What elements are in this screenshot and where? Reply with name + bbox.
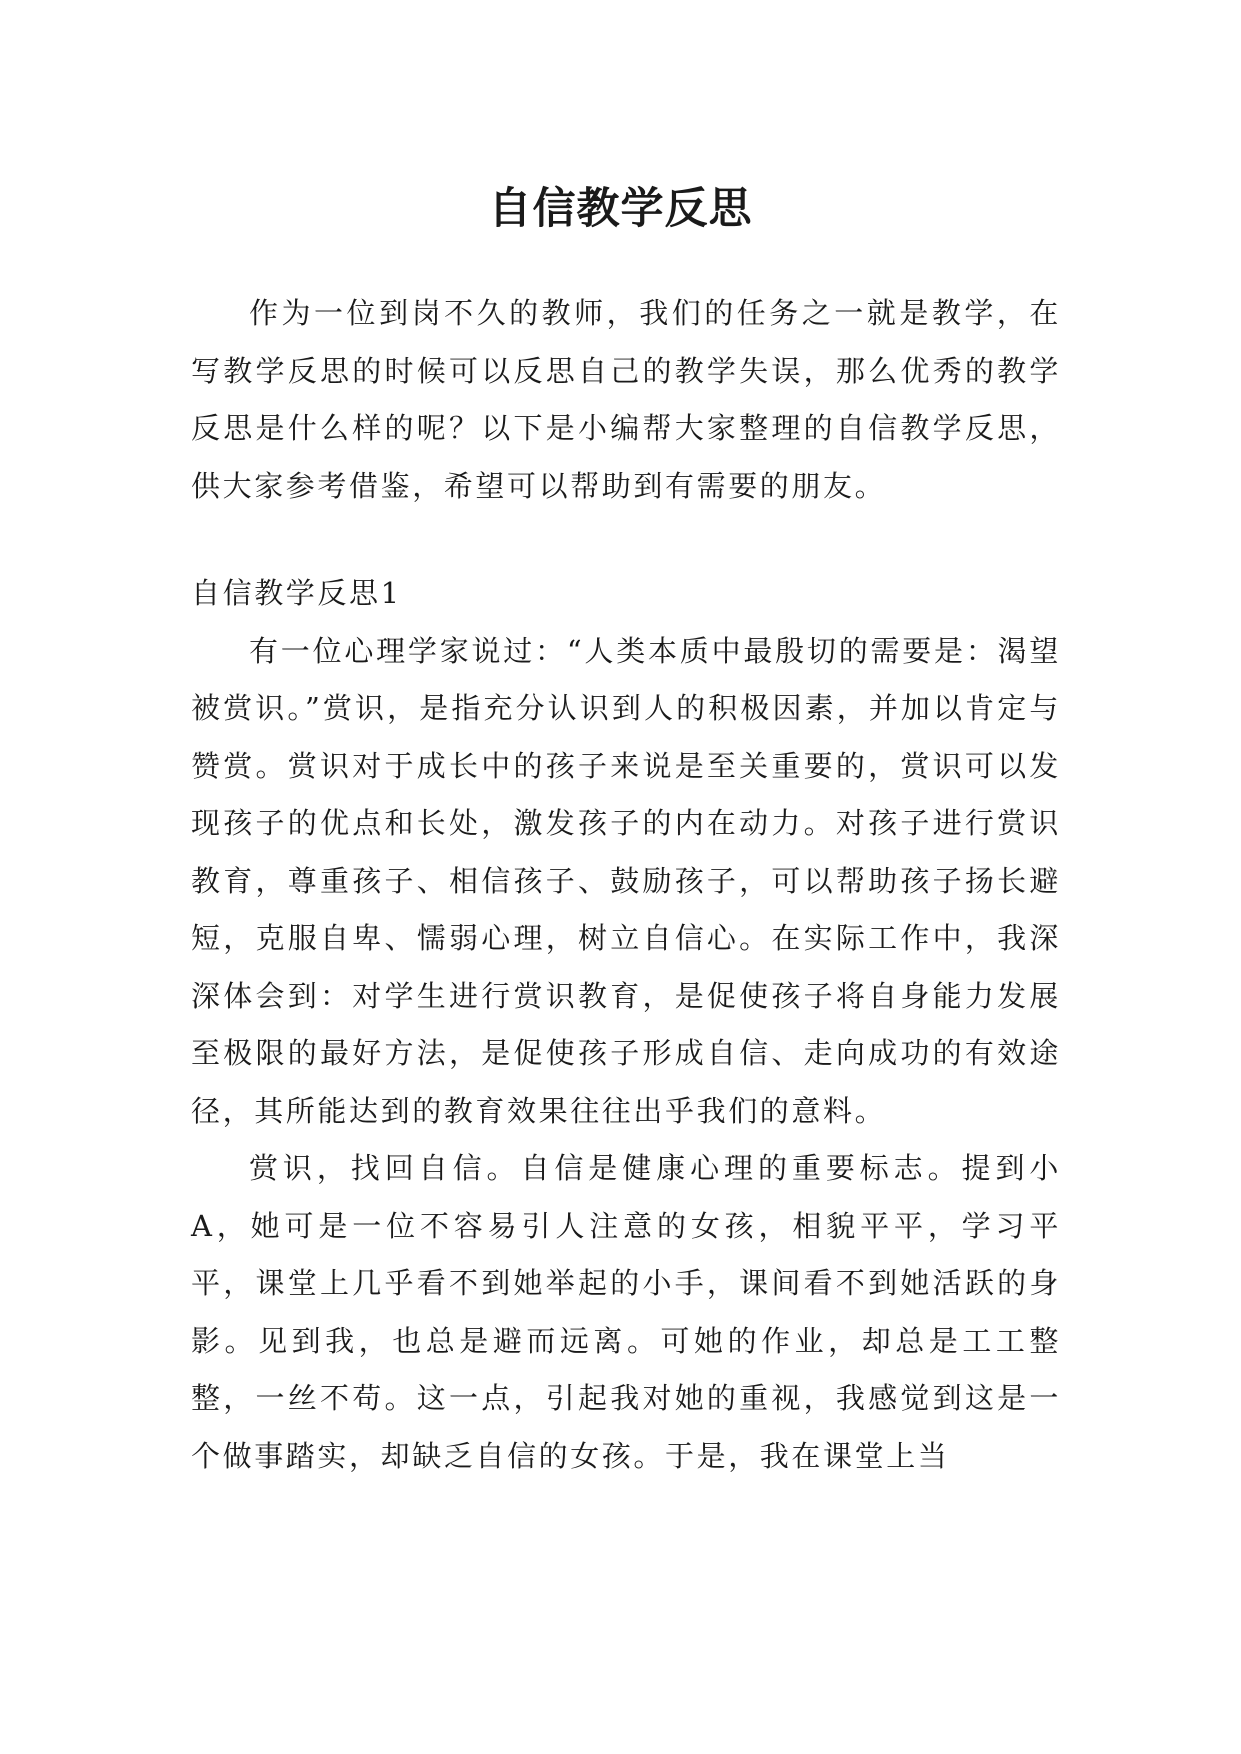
document-body bbox=[191, 285, 1061, 1485]
body-paragraph-2: 赏识，找回自信。自信是健康心理的重要标志。提到小A，她可是一位不容易引人注意的女孩，相貌平平，学习平平，课堂上几乎看不到她举起的小手，课间看不到她活跃的身影。见到我，也总是避而远离。可她的作业，却总是工工整整，一丝不苟。这一点，引起我对她的重视，我感觉到这是一个做事踏实，却缺乏自信的女孩。于是，我在课堂上当 bbox=[191, 1151, 1061, 1473]
document-title: 自信教学反思 bbox=[488, 183, 753, 234]
section-heading: 自信教学反思1 bbox=[191, 576, 402, 610]
body-paragraph-1: 有一位心理学家说过：“人类本质中最殷切的需要是：渴望被赏识。”赏识，是指充分认识到人的积极因素，并加以肯定与赞赏。赏识对于成长中的孩子来说是至关重要的，赏识可以发现孩子的优点和长处，激发孩子的内在动力。对孩子进行赏识教育，尊重孩子、相信孩子、鼓励孩子，可以帮助孩子扬长避短，克服自卑、懦弱心理，树立自信心。在实际工作中，我深深体会到：对学生进行赏识教育，是促使孩子将自身能力发展至极限的最好方法，是促使孩子形成自信、走向成功的有效途径，其所能达到的教育效果往往出乎我们的意料。 bbox=[191, 633, 1061, 1128]
intro-paragraph: 作为一位到岗不久的教师，我们的任务之一就是教学，在写教学反思的时候可以反思自己的教学失误，那么优秀的教学反思是什么样的呢？以下是小编帮大家整理的自信教学反思，供大家参考借鉴，希望可以帮助到有需要的朋友。 bbox=[191, 296, 1061, 503]
